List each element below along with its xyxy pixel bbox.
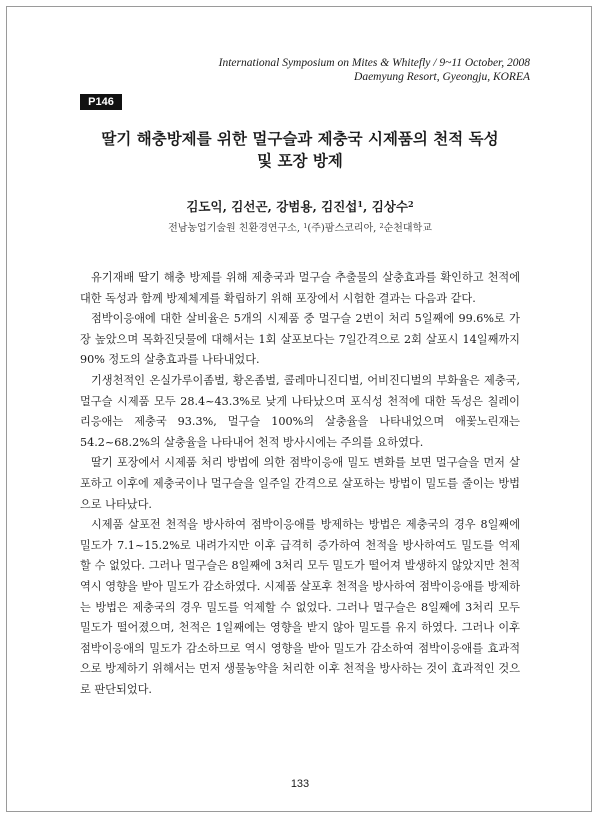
conference-title: International Symposium on Mites & Whitefly / 9~11 October, 2008 bbox=[218, 57, 530, 69]
conference-header bbox=[219, 56, 530, 84]
authors-part-2: , 김상수 bbox=[363, 199, 408, 214]
paragraph: 딸기 포장에서 시제품 처리 방법에 의한 점박이응애 밀도 변화를 보면 멀구슬을 먼저 살포하고 이후에 제충국이나 멀구슬을 일주일 간격으로 살포하는 방법이 밀도를 줄이는 방법으로 나타났다. bbox=[80, 456, 520, 511]
author-sup-2: 2 bbox=[407, 198, 414, 209]
author-list bbox=[0, 199, 600, 215]
paragraph: 기생천적인 온실가루이좀벌, 황온좀벌, 콜레마니진디벌, 어비진디벌의 부화율은 제충국, 멀구슬 시제품 모두 28.4~43.3%로 낮게 나타났으며 포식성 천적에 대한 독성은 칠레이리응애는 제충국 93.3%, 멀구슬 100%의 살충율을 나타내었으며 애꽃노린재는 54.2~68.2%의 살충율을 나타내어 천적 방사시에는 주의를 요하였다. bbox=[80, 373, 520, 449]
affiliation-part-3: 순천대학교 bbox=[383, 223, 432, 234]
paragraph: 시제품 살포전 천적을 방사하여 점박이응애를 방제하는 방법은 제충국의 경우 8일째에 밀도가 7.1~15.2%로 내려가지만 이후 급격히 증가하여 천적을 방사하여도 밀도를 억제할 수 없었다. 그러나 멀구슬은 8일째에 3처리 모두 밀도가 떨어져 발생하지 않았지만 천적 역시 영향을 받아 밀도가 감소하였다. 시제품 살포후 천적을 방사하여 점박이응애를 방제하는 방법은 제충국의 경우 밀도를 억제할 수 없었다. 그러나 멀구슬은 8일째에 3처리 모두 밀도가 떨어졌으며, 천적은 1일째에는 영향을 받지 않아 밀도를 유지 하였다. 그러나 이후 점박이응애의 밀도가 감소하므로 역시 영향을 받아 밀도가 감소하여 점박이응애를 효과적으로 방제하기 위해서는 먼저 생물농약을 처리한 이후 천적을 방사하는 것이 효과적인 것으로 판단되었다. bbox=[80, 518, 520, 696]
affiliation-part-1: 전남농업기술원 친환경연구소, bbox=[168, 223, 304, 234]
paper-title-line-1: 딸기 해충방제를 위한 멀구슬과 제충국 시제품의 천적 독성 bbox=[101, 130, 499, 148]
page-number: 133 bbox=[290, 778, 310, 790]
author-sup-1: 1 bbox=[357, 198, 364, 209]
affiliation-sup-1: 1 bbox=[303, 221, 308, 230]
conference-venue: Daemyung Resort, Gyeongju, KOREA bbox=[354, 71, 530, 83]
affiliation bbox=[0, 222, 600, 236]
affiliation-part-2: (주)팜스코리아, bbox=[307, 223, 380, 234]
paragraph: 점박이응애에 대한 살비율은 5개의 시제품 중 멀구슬 2번이 처리 5일째에 99.6%로 가장 높았으며 목화진딧물에 대해서는 1회 살포보다는 7일간격으로 2회 살포시 14일째까지 90% 정도의 살충효과를 나타내었다. bbox=[80, 312, 520, 367]
authors-part-1: 김도익, 김선곤, 강범용, 김진섭 bbox=[186, 199, 358, 214]
paper-title bbox=[70, 128, 530, 172]
abstract-body bbox=[80, 268, 520, 700]
poster-tag: P146 bbox=[80, 94, 122, 110]
paper-title-line-2: 및 포장 방제 bbox=[257, 152, 343, 170]
paragraph: 유기재배 딸기 해충 방제를 위해 제충국과 멀구슬 추출물의 살충효과를 확인하고 천적에 대한 독성과 함께 방제체계를 확립하기 위해 포장에서 시험한 결과는 다음과 같다. bbox=[80, 271, 520, 305]
affiliation-sup-2: 2 bbox=[379, 221, 384, 230]
